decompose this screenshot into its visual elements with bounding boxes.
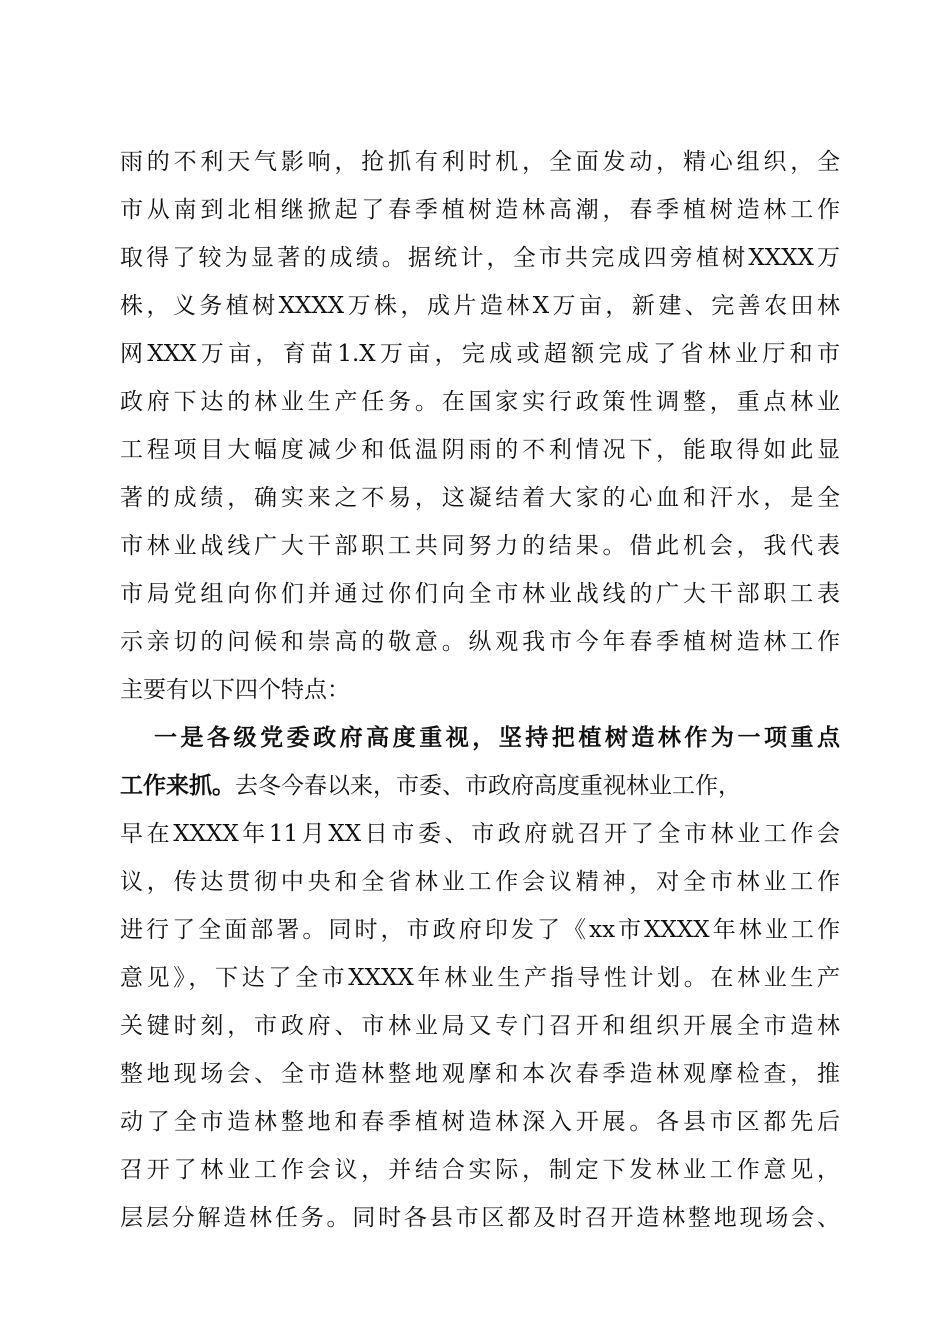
text-line: 市局党组向你们并通过你们向全市林业战线的广大干部职工表 xyxy=(120,581,840,607)
text-line: 召开了林业工作会议，并结合实际，制定下发林业工作意见， xyxy=(120,1157,840,1183)
point-one-text: 去冬今春以来，市委、市政府高度重视林业工作， xyxy=(235,773,741,799)
text-line: 著的成绩，确实来之不易，这凝结着大家的心血和汗水，是全 xyxy=(120,485,840,511)
text-line: 网XXX万亩，育苗1.X万亩，完成或超额完成了省林业厅和市 xyxy=(120,341,840,367)
text-line: 株，义务植树XXXX万株，成片造林X万亩，新建、完善农田林 xyxy=(120,293,840,319)
body-text xyxy=(120,138,840,1242)
text-line xyxy=(120,762,840,810)
point-one-heading: 一是各级党委政府高度重视，坚持把植树造林作为一项重点 xyxy=(154,724,840,751)
text-line: 工程项目大幅度减少和低温阴雨的不利情况下，能取得如此显 xyxy=(120,437,840,463)
text-line: 早在XXXX年11月XX日市委、市政府就召开了全市林业工作会 xyxy=(120,821,840,847)
text-line: 取得了较为显著的成绩。据统计，全市共完成四旁植树XXXX万 xyxy=(120,245,840,271)
text-line: 关键时刻，市政府、市林业局又专门召开和组织开展全市造林 xyxy=(120,1013,840,1039)
text-line: 市林业战线广大干部职工共同努力的结果。借此机会，我代表 xyxy=(120,533,840,559)
text-line: 层层分解造林任务。同时各县市区都及时召开造林整地现场会、 xyxy=(120,1205,840,1231)
text-line: 进行了全面部署。同时，市政府印发了《xx市XXXX年林业工作 xyxy=(120,917,840,943)
point-one-heading-end: 工作来抓。 xyxy=(120,772,235,799)
text-line: 议，传达贯彻中央和全省林业工作会议精神，对全市林业工作 xyxy=(120,869,840,895)
text-line: 意见》，下达了全市XXXX年林业生产指导性计划。在林业生产 xyxy=(120,965,840,991)
text-line: 雨的不利天气影响，抢抓有利时机，全面发动，精心组织，全 xyxy=(120,149,840,175)
text-line: 主要有以下四个特点： xyxy=(120,677,350,703)
text-line: 政府下达的林业生产任务。在国家实行政策性调整，重点林业 xyxy=(120,389,840,415)
text-line: 动了全市造林整地和春季植树造林深入开展。各县市区都先后 xyxy=(120,1109,840,1135)
text-line: 示亲切的问候和崇高的敬意。纵观我市今年春季植树造林工作 xyxy=(120,629,840,655)
text-line: 市从南到北相继掀起了春季植树造林高潮，春季植树造林工作 xyxy=(120,197,840,223)
text-line: 整地现场会、全市造林整地观摩和本次春季造林观摩检查，推 xyxy=(120,1061,840,1087)
